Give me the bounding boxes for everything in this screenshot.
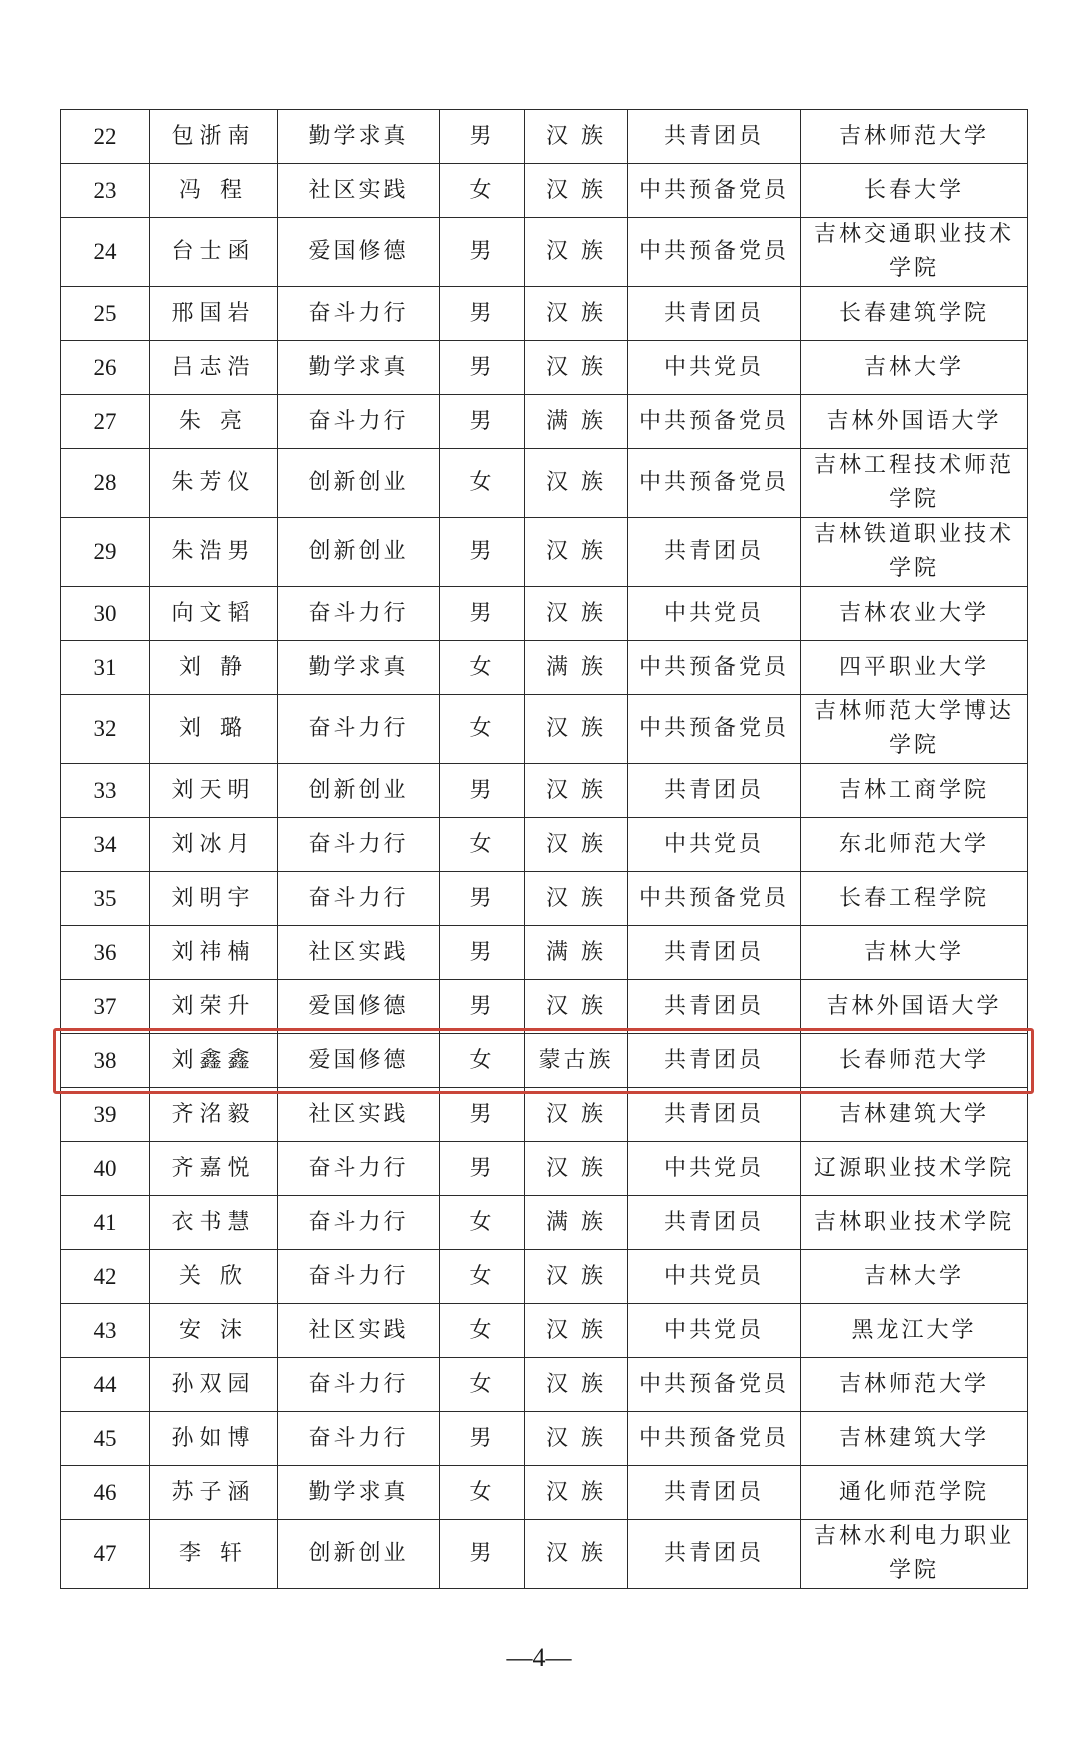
cell-name: 朱浩男 [150, 518, 278, 587]
cell-political-status: 中共预备党员 [628, 872, 801, 926]
cell-name: 包浙南 [150, 110, 278, 164]
cell-number: 22 [61, 110, 150, 164]
cell-ethnicity: 汉 族 [525, 1520, 628, 1589]
page-number: —4— [506, 1643, 572, 1672]
cell-gender: 男 [440, 287, 525, 341]
cell-school: 长春大学 [801, 164, 1028, 218]
cell-ethnicity: 汉 族 [525, 818, 628, 872]
cell-school: 吉林师范大学 [801, 1358, 1028, 1412]
table-row [61, 872, 1028, 926]
cell-gender: 女 [440, 1250, 525, 1304]
cell-number: 23 [61, 164, 150, 218]
table-row [61, 641, 1028, 695]
cell-name: 刘 静 [150, 641, 278, 695]
cell-ethnicity: 汉 族 [525, 1412, 628, 1466]
cell-ethnicity: 汉 族 [525, 449, 628, 518]
cell-number: 30 [61, 587, 150, 641]
cell-political-status: 中共预备党员 [628, 449, 801, 518]
cell-gender: 女 [440, 1466, 525, 1520]
cell-school: 四平职业大学 [801, 641, 1028, 695]
cell-category: 社区实践 [278, 926, 440, 980]
cell-name: 朱芳仪 [150, 449, 278, 518]
cell-school: 吉林师范大学 [801, 110, 1028, 164]
cell-gender: 男 [440, 1142, 525, 1196]
cell-gender: 女 [440, 818, 525, 872]
cell-gender: 男 [440, 926, 525, 980]
cell-gender: 男 [440, 587, 525, 641]
cell-name: 孙如博 [150, 1412, 278, 1466]
cell-gender: 男 [440, 1520, 525, 1589]
cell-ethnicity: 汉 族 [525, 1304, 628, 1358]
cell-name: 安 沫 [150, 1304, 278, 1358]
cell-number: 32 [61, 695, 150, 764]
cell-school: 长春师范大学 [801, 1034, 1028, 1088]
cell-gender: 女 [440, 1304, 525, 1358]
cell-gender: 男 [440, 980, 525, 1034]
table-row [61, 164, 1028, 218]
cell-number: 33 [61, 764, 150, 818]
cell-school: 吉林铁道职业技术学院 [801, 518, 1028, 587]
cell-number: 46 [61, 1466, 150, 1520]
cell-name: 苏子涵 [150, 1466, 278, 1520]
cell-gender: 男 [440, 110, 525, 164]
cell-school: 吉林建筑大学 [801, 1412, 1028, 1466]
cell-number: 42 [61, 1250, 150, 1304]
cell-category: 社区实践 [278, 164, 440, 218]
cell-ethnicity: 汉 族 [525, 218, 628, 287]
table-row [61, 695, 1028, 764]
cell-school: 东北师范大学 [801, 818, 1028, 872]
table-row [61, 1196, 1028, 1250]
cell-number: 24 [61, 218, 150, 287]
cell-political-status: 共青团员 [628, 926, 801, 980]
table-row [61, 449, 1028, 518]
cell-number: 41 [61, 1196, 150, 1250]
cell-school: 吉林外国语大学 [801, 395, 1028, 449]
cell-gender: 男 [440, 1088, 525, 1142]
cell-ethnicity: 汉 族 [525, 695, 628, 764]
cell-school: 黑龙江大学 [801, 1304, 1028, 1358]
cell-gender: 女 [440, 449, 525, 518]
cell-school: 吉林师范大学博达学院 [801, 695, 1028, 764]
cell-gender: 男 [440, 764, 525, 818]
cell-gender: 男 [440, 872, 525, 926]
cell-gender: 女 [440, 1196, 525, 1250]
cell-ethnicity: 汉 族 [525, 1466, 628, 1520]
cell-ethnicity: 满 族 [525, 641, 628, 695]
cell-gender: 女 [440, 641, 525, 695]
cell-gender: 女 [440, 1358, 525, 1412]
cell-school: 长春建筑学院 [801, 287, 1028, 341]
cell-name: 关 欣 [150, 1250, 278, 1304]
cell-school: 吉林建筑大学 [801, 1088, 1028, 1142]
cell-name: 李 轩 [150, 1520, 278, 1589]
cell-political-status: 中共党员 [628, 587, 801, 641]
cell-number: 26 [61, 341, 150, 395]
table-row [61, 1250, 1028, 1304]
cell-school: 吉林职业技术学院 [801, 1196, 1028, 1250]
cell-name: 向文韬 [150, 587, 278, 641]
cell-category: 勤学求真 [278, 641, 440, 695]
cell-name: 刘 璐 [150, 695, 278, 764]
table-row [61, 1088, 1028, 1142]
table-row [61, 395, 1028, 449]
cell-category: 创新创业 [278, 449, 440, 518]
cell-political-status: 中共预备党员 [628, 218, 801, 287]
cell-political-status: 中共党员 [628, 818, 801, 872]
cell-ethnicity: 汉 族 [525, 518, 628, 587]
cell-gender: 女 [440, 164, 525, 218]
cell-ethnicity: 汉 族 [525, 1142, 628, 1196]
cell-name: 刘明宇 [150, 872, 278, 926]
cell-category: 勤学求真 [278, 110, 440, 164]
cell-political-status: 中共党员 [628, 1250, 801, 1304]
cell-name: 冯 程 [150, 164, 278, 218]
cell-school: 长春工程学院 [801, 872, 1028, 926]
cell-category: 奋斗力行 [278, 287, 440, 341]
cell-ethnicity: 汉 族 [525, 764, 628, 818]
cell-gender: 男 [440, 1412, 525, 1466]
cell-name: 吕志浩 [150, 341, 278, 395]
cell-political-status: 共青团员 [628, 1466, 801, 1520]
cell-category: 奋斗力行 [278, 818, 440, 872]
cell-name: 孙双园 [150, 1358, 278, 1412]
cell-political-status: 中共预备党员 [628, 395, 801, 449]
cell-number: 39 [61, 1088, 150, 1142]
table-row [61, 218, 1028, 287]
cell-category: 奋斗力行 [278, 395, 440, 449]
cell-category: 创新创业 [278, 764, 440, 818]
cell-ethnicity: 汉 族 [525, 1250, 628, 1304]
cell-school: 吉林大学 [801, 341, 1028, 395]
cell-political-status: 共青团员 [628, 518, 801, 587]
cell-school: 吉林大学 [801, 926, 1028, 980]
cell-gender: 女 [440, 1034, 525, 1088]
cell-category: 爱国修德 [278, 218, 440, 287]
cell-political-status: 中共预备党员 [628, 1412, 801, 1466]
cell-ethnicity: 满 族 [525, 926, 628, 980]
cell-ethnicity: 汉 族 [525, 110, 628, 164]
cell-name: 衣书慧 [150, 1196, 278, 1250]
cell-name: 台士函 [150, 218, 278, 287]
cell-political-status: 中共预备党员 [628, 1358, 801, 1412]
table-row [61, 518, 1028, 587]
cell-political-status: 中共党员 [628, 1142, 801, 1196]
cell-category: 爱国修德 [278, 980, 440, 1034]
cell-category: 奋斗力行 [278, 587, 440, 641]
cell-name: 齐嘉悦 [150, 1142, 278, 1196]
table-row [61, 764, 1028, 818]
roster-table-body [61, 110, 1028, 1589]
cell-number: 47 [61, 1520, 150, 1589]
cell-ethnicity: 满 族 [525, 1196, 628, 1250]
cell-name: 刘祎楠 [150, 926, 278, 980]
cell-category: 爱国修德 [278, 1034, 440, 1088]
table-row [61, 1034, 1028, 1088]
cell-political-status: 共青团员 [628, 1520, 801, 1589]
cell-school: 吉林工程技术师范学院 [801, 449, 1028, 518]
cell-number: 25 [61, 287, 150, 341]
cell-ethnicity: 汉 族 [525, 341, 628, 395]
cell-name: 邢国岩 [150, 287, 278, 341]
cell-political-status: 共青团员 [628, 1196, 801, 1250]
cell-category: 奋斗力行 [278, 695, 440, 764]
table-row [61, 818, 1028, 872]
cell-ethnicity: 汉 族 [525, 287, 628, 341]
table-row [61, 1142, 1028, 1196]
cell-category: 社区实践 [278, 1088, 440, 1142]
cell-category: 勤学求真 [278, 1466, 440, 1520]
table-row [61, 110, 1028, 164]
cell-number: 29 [61, 518, 150, 587]
cell-political-status: 共青团员 [628, 764, 801, 818]
cell-gender: 男 [440, 395, 525, 449]
cell-gender: 男 [440, 341, 525, 395]
cell-number: 40 [61, 1142, 150, 1196]
cell-political-status: 共青团员 [628, 1034, 801, 1088]
cell-number: 43 [61, 1304, 150, 1358]
cell-name: 刘鑫鑫 [150, 1034, 278, 1088]
cell-number: 45 [61, 1412, 150, 1466]
cell-category: 奋斗力行 [278, 1412, 440, 1466]
cell-ethnicity: 满 族 [525, 395, 628, 449]
cell-category: 勤学求真 [278, 341, 440, 395]
cell-gender: 男 [440, 518, 525, 587]
cell-category: 奋斗力行 [278, 1250, 440, 1304]
cell-school: 吉林大学 [801, 1250, 1028, 1304]
cell-political-status: 中共预备党员 [628, 164, 801, 218]
cell-gender: 女 [440, 695, 525, 764]
cell-number: 34 [61, 818, 150, 872]
cell-ethnicity: 蒙古族 [525, 1034, 628, 1088]
cell-school: 吉林外国语大学 [801, 980, 1028, 1034]
cell-number: 37 [61, 980, 150, 1034]
cell-school: 吉林工商学院 [801, 764, 1028, 818]
cell-number: 27 [61, 395, 150, 449]
table-row [61, 287, 1028, 341]
cell-number: 36 [61, 926, 150, 980]
table-row [61, 1466, 1028, 1520]
cell-school: 吉林水利电力职业学院 [801, 1520, 1028, 1589]
cell-number: 44 [61, 1358, 150, 1412]
cell-number: 28 [61, 449, 150, 518]
cell-name: 刘冰月 [150, 818, 278, 872]
table-row [61, 341, 1028, 395]
table-row [61, 1358, 1028, 1412]
table-row [61, 1520, 1028, 1589]
table-row [61, 980, 1028, 1034]
cell-ethnicity: 汉 族 [525, 872, 628, 926]
cell-ethnicity: 汉 族 [525, 587, 628, 641]
cell-political-status: 共青团员 [628, 287, 801, 341]
cell-name: 朱 亮 [150, 395, 278, 449]
cell-ethnicity: 汉 族 [525, 164, 628, 218]
cell-school: 通化师范学院 [801, 1466, 1028, 1520]
cell-name: 齐洺毅 [150, 1088, 278, 1142]
cell-category: 社区实践 [278, 1304, 440, 1358]
cell-ethnicity: 汉 族 [525, 1358, 628, 1412]
cell-category: 奋斗力行 [278, 1196, 440, 1250]
table-row [61, 1412, 1028, 1466]
cell-category: 奋斗力行 [278, 1142, 440, 1196]
cell-ethnicity: 汉 族 [525, 980, 628, 1034]
cell-name: 刘天明 [150, 764, 278, 818]
table-row [61, 926, 1028, 980]
table-row [61, 1304, 1028, 1358]
cell-category: 奋斗力行 [278, 1358, 440, 1412]
cell-gender: 男 [440, 218, 525, 287]
cell-name: 刘荣升 [150, 980, 278, 1034]
cell-political-status: 中共党员 [628, 341, 801, 395]
cell-school: 吉林农业大学 [801, 587, 1028, 641]
cell-number: 38 [61, 1034, 150, 1088]
cell-political-status: 中共预备党员 [628, 695, 801, 764]
cell-ethnicity: 汉 族 [525, 1088, 628, 1142]
roster-table [60, 109, 1028, 1589]
cell-school: 辽源职业技术学院 [801, 1142, 1028, 1196]
table-row [61, 587, 1028, 641]
cell-political-status: 中共党员 [628, 1304, 801, 1358]
cell-political-status: 共青团员 [628, 980, 801, 1034]
cell-number: 31 [61, 641, 150, 695]
cell-political-status: 共青团员 [628, 110, 801, 164]
cell-political-status: 中共预备党员 [628, 641, 801, 695]
cell-political-status: 共青团员 [628, 1088, 801, 1142]
cell-category: 奋斗力行 [278, 872, 440, 926]
cell-category: 创新创业 [278, 518, 440, 587]
cell-school: 吉林交通职业技术学院 [801, 218, 1028, 287]
cell-number: 35 [61, 872, 150, 926]
cell-category: 创新创业 [278, 1520, 440, 1589]
